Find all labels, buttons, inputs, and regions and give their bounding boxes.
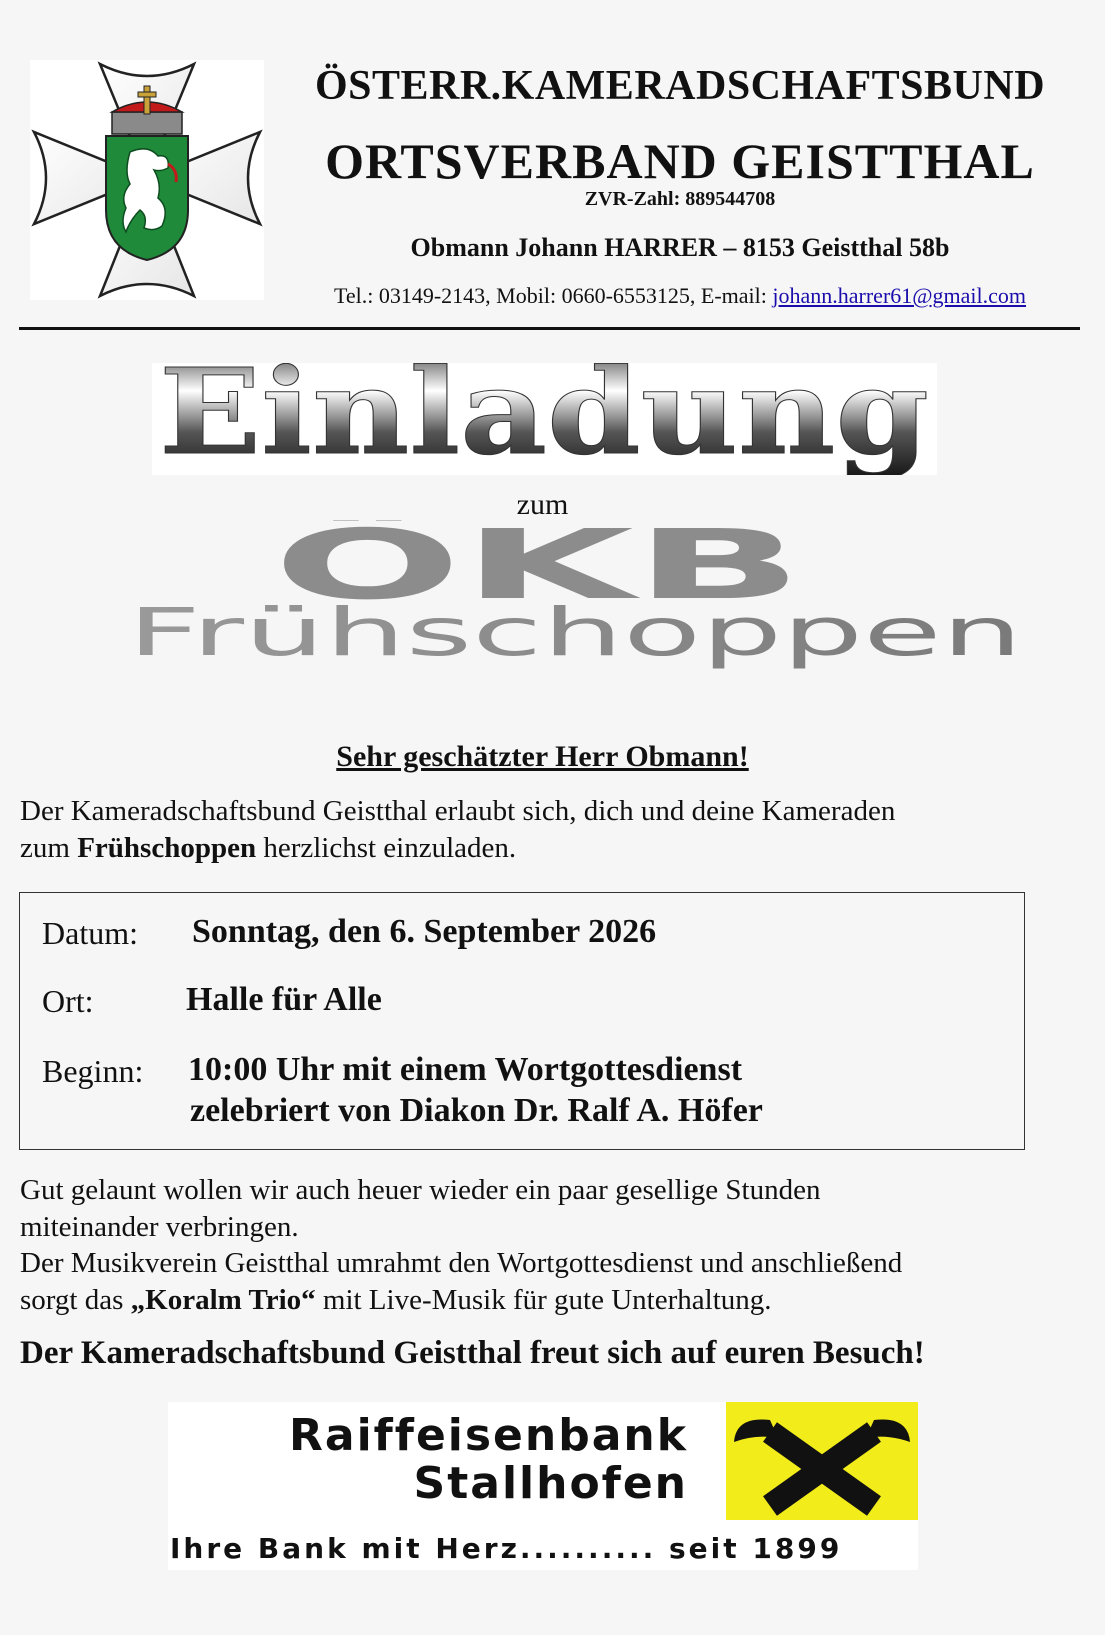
date-value: Sonntag, den 6. September 2026 xyxy=(192,913,657,950)
okb-title-graphic xyxy=(0,520,1105,610)
fruehschoppen-title: Frühschoppen xyxy=(127,605,1023,671)
location-value: Halle für Alle xyxy=(186,981,382,1018)
intro-highlight: Frühschoppen xyxy=(77,832,257,864)
zum-word: zum xyxy=(516,488,569,521)
start-value-line-2: zelebriert von Diakon Dr. Ralf A. Höfer xyxy=(190,1092,763,1129)
location-label: Ort: xyxy=(42,983,94,1019)
band-name: „Koralm Trio“ xyxy=(130,1284,316,1316)
local-chapter-name: ORTSVERBAND GEISTTHAL xyxy=(325,133,1035,189)
body-paragraph-1: Gut gelaunt wollen wir auch heuer wieder ein paar gesellige Stunden miteinander verbringen. xyxy=(20,1174,821,1243)
crest-icon xyxy=(30,60,264,300)
intro-paragraph xyxy=(20,793,1070,867)
crest-logo xyxy=(30,60,264,300)
date-label: Datum: xyxy=(42,915,138,951)
einladung-title: Einladung xyxy=(159,363,929,475)
fruehschoppen-title-graphic xyxy=(0,605,1105,685)
start-label: Beginn: xyxy=(42,1053,144,1089)
chairman-address: Obmann Johann HARRER – 8153 Geistthal 58b xyxy=(410,233,950,262)
intro-line-1: Der Kameradschaftsbund Geistthal erlaubt sich, dich und deine Kameraden xyxy=(20,795,896,827)
sponsor-logo xyxy=(168,1402,918,1570)
contact-line xyxy=(280,283,1080,309)
einladung-banner xyxy=(152,363,937,475)
intro-line-2: zum Frühschoppen herzlichst einzuladen. xyxy=(20,832,517,864)
event-details-box xyxy=(19,892,1025,1150)
bank-slogan: Ihre Bank mit Herz.......... seit 1899 xyxy=(170,1532,843,1565)
okb-title: ÖKB xyxy=(273,520,503,610)
raiffeisen-gable-cross-icon xyxy=(726,1402,918,1520)
bank-name-line-2: Stallhofen xyxy=(413,1458,688,1509)
header-divider xyxy=(19,327,1080,330)
bank-name-line-1: Raiffeisenbank xyxy=(289,1410,688,1461)
body-paragraph-2: Der Musikverein Geistthal umrahmt den Wortgottesdienst und anschließend sorgt das „Koralm Trio“ mit Live-Musik für gute Unterhaltung. xyxy=(20,1247,903,1316)
org-name: ÖSTERR.KAMERADSCHAFTSBUND xyxy=(314,63,1046,109)
contact-phone: Tel.: 03149-2143, Mobil: 0660-6553125, E-mail: xyxy=(333,283,773,308)
email-link[interactable]: johann.harrer61@gmail.com xyxy=(772,283,1027,308)
closing-line: Der Kameradschaftsbund Geistthal freut sich auf euren Besuch! xyxy=(20,1335,925,1371)
salutation: Sehr geschätzter Herr Obmann! xyxy=(336,740,749,773)
start-value-line-1: 10:00 Uhr mit einem Wortgottesdienst xyxy=(188,1051,743,1088)
zvr-number: ZVR-Zahl: 889544708 xyxy=(584,188,776,210)
